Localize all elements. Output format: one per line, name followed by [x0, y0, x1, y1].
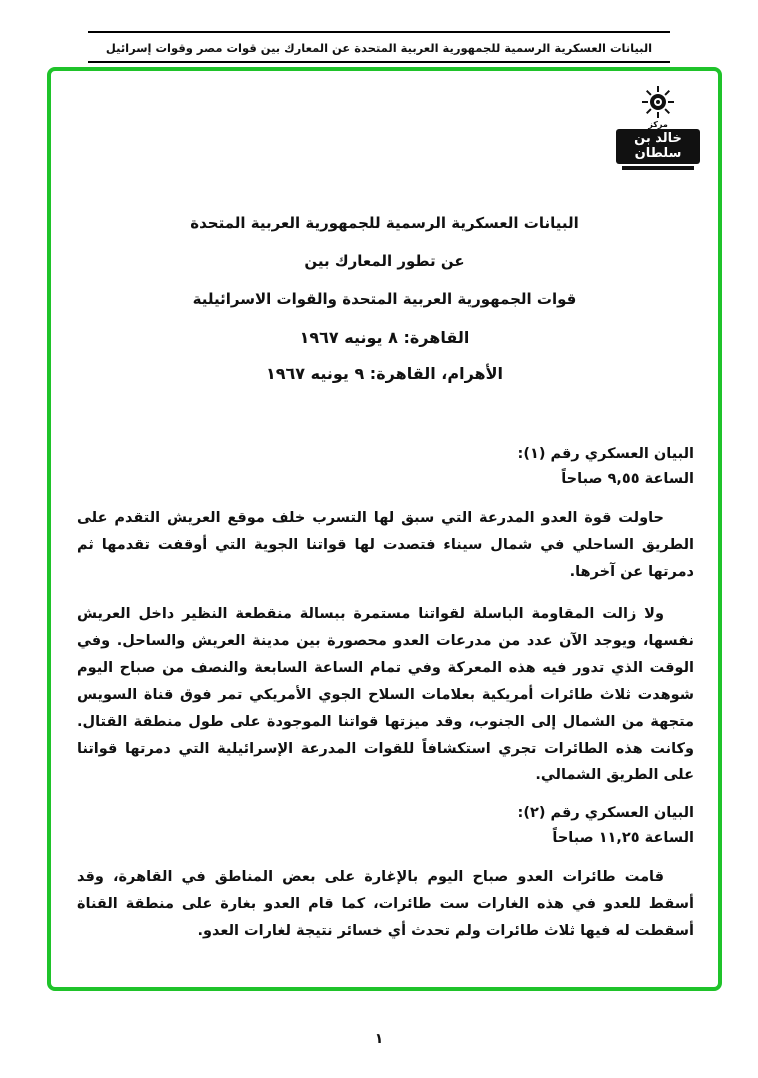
- communique-1-paragraph-1: حاولت قوة العدو المدرعة التي سبق لها التسرب خلف موقع العريش التقدم على الطريق الساحلي في شمال سيناء فتصدت لها قواتنا الجوية التي أوقفت تقدمها ثم دمرتها عن آخرها.: [77, 510, 694, 580]
- header-strip-text: البيانات العسكرية الرسمية للجمهورية العربية المتحدة عن المعارك بين قوات مصر وقوات إسرائيل: [105, 41, 653, 55]
- date-line-ahram: الأهرام، القاهرة: ٩ يونيه ١٩٦٧: [265, 364, 504, 383]
- communique-2-time: الساعة ١١,٢٥ صباحاً: [552, 830, 694, 847]
- communique-section-1: [77, 446, 694, 789]
- title-line-2: عن تطور المعارك بين: [304, 252, 465, 270]
- khalid-bin-sultan-center-logo: [616, 85, 700, 170]
- date-line-cairo: القاهرة: ٨ يونيه ١٩٦٧: [299, 328, 470, 347]
- title-block: [51, 214, 718, 400]
- logo-main-label: خالد بن سلطان: [616, 129, 700, 164]
- page-footer: [0, 1028, 758, 1047]
- logo-top-label: مركز: [648, 120, 668, 129]
- date-block: [51, 328, 718, 383]
- communique-1-heading: البيان العسكري رقم (١):: [517, 446, 694, 462]
- communique-2-heading: البيان العسكري رقم (٢):: [517, 805, 694, 822]
- page-number: ١: [374, 1031, 384, 1047]
- communique-1-time: الساعة ٩,٥٥ صباحاً: [561, 471, 694, 487]
- communique-1-paragraph-2: ولا زالت المقاومة الباسلة لقواتنا مستمرة ببسالة منقطعة النظير داخل العريش نفسها، ويوجد الآن عدد من مدرعات العدو محصورة بين مدينة العريش والساحل. وفي الوقت الذي تدور فيه هذه المعركة وفي تمام الساعة السابعة والنصف من صباح اليوم شوهدت ثلاث طائرات أمريكية بعلامات السلاح الجوي الأمريكي تمر فوق قناة السويس متجهة من الشمال إلى الجنوب، وقد ميزتها قواتنا الموجودة على طول منطقة القتال. وكانت هذه الطائرات تجري استكشافاً للقوات المدرعة الإسرائيلية التي دمرتها قواتنا على الطريق الشمالي.: [77, 606, 694, 784]
- communique-2-paragraph-1: قامت طائرات العدو صباح اليوم بالإغارة على بعض المناطق في القاهرة، وقد أسقط للعدو في هذه الغارات ست طائرات، كما قام العدو بغارة على منطقة القناة أسقطت له فيها ثلاث طائرات ولم تحدث أي خسائر نتيجة لغارات العدو.: [77, 869, 694, 939]
- title-line-1: البيانات العسكرية الرسمية للجمهورية العربية المتحدة: [190, 214, 579, 232]
- header-strip: [88, 31, 670, 63]
- communique-section-2: [77, 805, 694, 944]
- document-frame: [47, 67, 722, 991]
- title-line-3: قوات الجمهورية العربية المتحدة والقوات الاسرائيلية: [192, 290, 577, 308]
- seal-icon: [641, 85, 675, 119]
- document-body: [77, 446, 694, 961]
- logo-calligraphy-bar: [622, 166, 694, 170]
